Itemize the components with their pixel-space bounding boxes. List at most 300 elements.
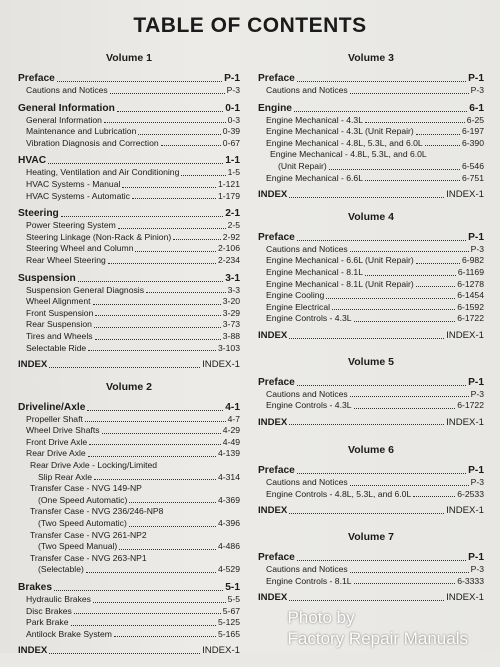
dot-leader — [350, 93, 469, 94]
entry-label: Cautions and Notices — [266, 388, 348, 399]
page-number: 3-1 — [225, 272, 240, 284]
dot-leader — [416, 263, 460, 264]
toc-entry — [18, 506, 240, 529]
volume-body — [18, 72, 240, 371]
toc-entry — [18, 553, 240, 576]
entry-label-cont: (Selectable) — [38, 564, 84, 575]
volume-block — [258, 444, 484, 517]
entry-label: Brakes — [18, 582, 52, 593]
entry-label: Selectable Ride — [26, 342, 87, 353]
toc-entry — [258, 267, 484, 279]
toc-entry — [18, 255, 240, 267]
entry-label: HVAC Systems - Manual — [26, 178, 121, 189]
page-number: 6-1 — [469, 102, 484, 114]
entry-label: Disc Brakes — [26, 605, 72, 616]
dot-leader — [326, 298, 455, 299]
dot-leader — [78, 281, 224, 282]
dot-leader — [104, 122, 226, 123]
dot-leader — [54, 590, 223, 591]
entry-label: Rear Wheel Steering — [26, 254, 106, 265]
entry-label: Engine Controls - 4.3L — [266, 313, 352, 324]
dot-leader — [416, 134, 460, 135]
entry-label: Transfer Case - NVG 149-NP — [30, 483, 142, 494]
entry-label: Hydraulic Brakes — [26, 594, 91, 604]
page-number: 5-165 — [218, 628, 240, 639]
dot-leader — [181, 175, 225, 176]
entry-label: Engine Controls - 8.1L — [266, 575, 352, 586]
page-number: 6-2533 — [457, 488, 484, 499]
toc-section — [258, 231, 484, 325]
page-number: 3-29 — [222, 307, 240, 318]
entry-label: Antilock Brake System — [26, 628, 112, 639]
page-number: 1-5 — [227, 167, 240, 178]
entry-label: Preface — [18, 73, 55, 84]
entry-label: Transfer Case - NVG 236/246-NP8 — [30, 506, 164, 517]
entry-label: Engine Electrical — [266, 301, 331, 312]
volume-body — [18, 401, 240, 657]
page-number: P-1 — [468, 231, 484, 243]
toc-entry — [18, 448, 240, 460]
page-number: 4-396 — [218, 518, 240, 529]
page-number: INDEX-1 — [446, 416, 484, 428]
volume-body — [258, 551, 484, 604]
page-number: INDEX-1 — [446, 189, 484, 201]
section-heading — [18, 102, 240, 115]
entry-label: Front Suspension — [26, 307, 94, 318]
entry-label: Suspension General Diagnosis — [26, 284, 144, 295]
toc-entry — [258, 115, 484, 127]
entry-label: Engine Mechanical - 4.8L, 5.3L, and 6.0L — [270, 149, 427, 160]
page-number: 2-5 — [227, 220, 240, 231]
page-number: 6-1278 — [457, 278, 484, 289]
entry-label: General Information — [26, 114, 102, 125]
toc-entry — [258, 173, 484, 185]
dot-leader — [118, 228, 226, 229]
entry-label: Preface — [258, 465, 295, 477]
entry-label: Engine Mechanical - 4.8L, 5.3L, and 6.0L — [266, 137, 423, 148]
volume-body — [258, 231, 484, 342]
index-entry — [18, 645, 240, 657]
page-number: 5-1 — [225, 582, 240, 593]
section-heading — [258, 231, 484, 244]
toc-entry — [258, 302, 484, 314]
entry-label: Heating, Ventilation and Air Conditioning — [26, 167, 180, 178]
volume-block — [258, 531, 484, 604]
toc-entry — [18, 594, 240, 606]
toc-section — [258, 551, 484, 587]
entry-label: Preface — [258, 231, 295, 243]
dot-leader — [138, 134, 220, 135]
entry-label: HVAC — [18, 155, 47, 167]
entry-label: Park Brake — [26, 617, 69, 628]
page-number: 5-67 — [222, 605, 240, 616]
page-number: INDEX-1 — [446, 592, 484, 604]
toc-entry — [258, 489, 484, 501]
dot-leader — [95, 315, 220, 316]
toc-section — [18, 154, 240, 202]
page-number: P-1 — [224, 73, 240, 84]
toc-entry — [18, 414, 240, 426]
toc-entry — [258, 290, 484, 302]
page-number: 4-29 — [222, 425, 240, 436]
page-number: 4-486 — [218, 541, 240, 552]
entry-label: Engine Mechanical - 4.3L — [266, 114, 363, 125]
entry-line — [18, 495, 240, 507]
entry-label-cont: (Two Speed Manual) — [38, 541, 118, 552]
dot-leader — [365, 275, 456, 276]
dot-leader — [297, 473, 466, 474]
toc-entry — [18, 232, 240, 244]
toc-entry — [18, 308, 240, 320]
entry-label: Engine Controls - 4.3L — [266, 400, 352, 411]
dot-leader — [297, 385, 466, 386]
entry-label: Engine Mechanical - 4.3L (Unit Repair) — [266, 126, 414, 137]
dot-leader — [413, 496, 455, 497]
volume-block — [258, 211, 484, 342]
page-number: 6-1722 — [457, 313, 484, 324]
photo-watermark — [288, 607, 468, 649]
toc-entry — [18, 425, 240, 437]
toc-entry — [258, 313, 484, 325]
dot-leader — [49, 653, 200, 654]
dot-leader — [108, 263, 216, 264]
entry-label: Propeller Shaft — [26, 413, 83, 424]
entry-label: Power Steering System — [26, 220, 116, 231]
volume-block — [18, 381, 240, 657]
section-heading — [18, 72, 240, 85]
page-number: 3-88 — [222, 330, 240, 341]
dot-leader — [350, 572, 469, 573]
toc-entry — [258, 126, 484, 138]
toc-section — [258, 102, 484, 185]
entry-label: Engine — [258, 102, 292, 114]
toc-section — [258, 72, 484, 97]
section-heading — [18, 272, 240, 285]
page-number: 6-1722 — [457, 400, 484, 411]
entry-label: INDEX — [258, 416, 288, 428]
toc-section — [18, 102, 240, 150]
dot-leader — [122, 187, 216, 188]
page-number: 2-1 — [225, 208, 240, 220]
section-heading — [18, 581, 240, 594]
page-number: 0-67 — [222, 137, 240, 148]
left-column — [18, 52, 240, 667]
dot-leader — [102, 433, 221, 434]
entry-label: Transfer Case - NVG 261-NP2 — [30, 529, 147, 540]
entry-label: Steering Wheel and Column — [26, 243, 134, 254]
dot-leader — [71, 625, 217, 626]
toc-entry — [18, 483, 240, 506]
toc-entry — [18, 530, 240, 553]
entry-label: Tires and Wheels — [26, 330, 93, 341]
watermark-line: Photo by — [287, 608, 355, 627]
dot-leader — [297, 81, 466, 82]
dot-leader — [289, 424, 444, 425]
dot-leader — [129, 502, 216, 503]
section-heading — [258, 72, 484, 85]
page-number: 4-529 — [218, 564, 240, 575]
dot-leader — [49, 367, 200, 368]
toc-entry — [18, 126, 240, 138]
dot-leader — [161, 145, 221, 146]
entry-label: Maintenance and Lubrication — [26, 126, 137, 137]
page-number: 5-125 — [218, 617, 240, 628]
volume-title: Volume 3 — [348, 52, 394, 64]
entry-label: Cautions and Notices — [266, 85, 348, 95]
toc-entry — [258, 85, 484, 97]
dot-leader — [354, 321, 456, 322]
entry-line — [18, 472, 240, 484]
section-heading — [258, 102, 484, 115]
page-number: 6-25 — [466, 114, 484, 125]
toc-entry — [258, 279, 484, 291]
dot-leader — [117, 111, 223, 112]
page-number: P-3 — [470, 388, 484, 399]
volume-title: Volume 1 — [106, 52, 152, 64]
entry-label: Rear Drive Axle - Locking/Limited — [30, 460, 158, 471]
page-number: INDEX-1 — [446, 329, 484, 341]
toc-entry — [258, 576, 484, 588]
entry-label: Engine Mechanical - 8.1L (Unit Repair) — [266, 278, 414, 289]
toc-entry — [18, 343, 240, 355]
entry-line — [18, 518, 240, 530]
toc-entry — [18, 617, 240, 629]
volume-title: Volume 5 — [348, 355, 394, 368]
page-number: 6-982 — [462, 255, 484, 266]
toc-entry — [18, 285, 240, 297]
index-entry — [258, 505, 484, 517]
page-number: 5-5 — [227, 594, 240, 604]
dot-leader — [135, 251, 216, 252]
dot-leader — [332, 309, 455, 310]
page-number: 4-49 — [222, 436, 240, 447]
volume-body — [258, 72, 484, 201]
dot-leader — [61, 216, 224, 217]
entry-label: Rear Drive Axle — [26, 448, 86, 459]
entry-label: Preface — [258, 376, 295, 388]
page-number: 6-546 — [462, 160, 484, 171]
page-number: 1-1 — [225, 155, 240, 167]
dot-leader — [95, 339, 221, 340]
entry-label: Engine Controls - 4.8L, 5.3L, and 6.0L — [266, 488, 412, 499]
volume-title: Volume 2 — [106, 380, 152, 393]
toc-entry — [258, 477, 484, 489]
volume-title: Volume 4 — [348, 210, 394, 223]
dot-leader — [173, 239, 221, 240]
page-number: 6-197 — [462, 126, 484, 137]
section-heading — [18, 401, 240, 414]
toc-section — [18, 207, 240, 266]
dot-leader — [114, 636, 216, 637]
entry-label: Engine Mechanical - 6.6L — [266, 172, 363, 183]
page-number: 2-234 — [218, 254, 240, 265]
entry-label-cont: (One Speed Automatic) — [38, 494, 128, 505]
entry-label: Front Drive Axle — [26, 436, 88, 447]
page-number: 1-121 — [218, 178, 240, 189]
entry-label: INDEX — [18, 645, 48, 657]
dot-leader — [365, 180, 460, 181]
entry-label: Transfer Case - NVG 263-NP1 — [30, 552, 147, 563]
page-number: 0-1 — [225, 102, 240, 114]
page-number: INDEX-1 — [202, 359, 240, 371]
toc-entry — [258, 389, 484, 401]
entry-label: Engine Mechanical - 6.6L (Unit Repair) — [266, 255, 414, 266]
volume-body — [258, 464, 484, 517]
entry-label: HVAC Systems - Automatic — [26, 190, 130, 201]
toc-section — [18, 272, 240, 355]
page-number: P-1 — [468, 73, 484, 84]
index-entry — [258, 592, 484, 604]
dot-leader — [93, 304, 221, 305]
dot-leader — [297, 560, 466, 561]
entry-label: INDEX — [258, 329, 288, 341]
section-heading — [258, 376, 484, 389]
toc-entry — [258, 400, 484, 412]
toc-entry — [18, 606, 240, 618]
volume-block — [258, 356, 484, 429]
page-number: P-1 — [468, 465, 484, 477]
toc-entry — [18, 460, 240, 483]
dot-leader — [94, 327, 221, 328]
entry-label: INDEX — [258, 505, 288, 517]
entry-label: Engine Mechanical - 8.1L — [266, 266, 363, 277]
entry-label: Cautions and Notices — [266, 477, 348, 488]
section-heading — [18, 154, 240, 167]
page-number: 4-369 — [218, 494, 240, 505]
entry-label: Rear Suspension — [26, 319, 92, 330]
dot-leader — [85, 421, 226, 422]
page-number: 4-314 — [218, 471, 240, 482]
toc-section — [18, 401, 240, 576]
dot-leader — [74, 613, 221, 614]
volume-body — [258, 376, 484, 429]
section-heading — [258, 551, 484, 564]
entry-label: Steering Linkage (Non-Rack & Pinion) — [26, 231, 172, 242]
entry-label: Preface — [258, 73, 295, 84]
toc-entry — [18, 319, 240, 331]
toc-entry — [18, 191, 240, 203]
entry-label: General Information — [18, 102, 115, 114]
page-number: 2-106 — [218, 243, 240, 254]
dot-leader — [354, 408, 456, 409]
page-number: 4-7 — [227, 413, 240, 424]
dot-leader — [119, 549, 216, 550]
page-number: P-3 — [470, 564, 484, 575]
page-number: 3-3 — [227, 284, 240, 295]
entry-label: INDEX — [18, 359, 48, 371]
entry-label-cont: (Unit Repair) — [278, 160, 327, 171]
entry-label: Driveline/Axle — [18, 401, 86, 413]
dot-leader — [294, 111, 467, 112]
dot-leader — [350, 251, 469, 252]
entry-label: Preface — [258, 552, 295, 564]
page-number: 0-39 — [222, 126, 240, 137]
entry-label: Cautions and Notices — [26, 85, 108, 95]
page-number: P-1 — [468, 376, 484, 388]
toc-entry — [18, 179, 240, 191]
entry-label: Steering — [18, 208, 59, 220]
dot-leader — [289, 197, 444, 198]
page-number: 6-1592 — [457, 301, 484, 312]
page-number: P-1 — [468, 552, 484, 564]
page-number: P-3 — [470, 243, 484, 254]
dot-leader — [350, 396, 469, 397]
page-number: P-3 — [226, 85, 240, 95]
index-entry — [258, 189, 484, 201]
toc-section — [18, 581, 240, 640]
page-number: 6-1454 — [457, 290, 484, 301]
page-title: TABLE OF CONTENTS — [133, 14, 367, 37]
dot-leader — [416, 286, 455, 287]
page-number: 3-103 — [218, 342, 240, 353]
toc-entry — [18, 243, 240, 255]
toc-entry — [18, 138, 240, 150]
toc-section — [18, 72, 240, 97]
toc-entry — [18, 331, 240, 343]
entry-line — [18, 541, 240, 553]
entry-label: Engine Cooling — [266, 290, 325, 301]
dot-leader — [87, 410, 223, 411]
right-column — [258, 52, 484, 614]
entry-label: Vibration Diagnosis and Correction — [26, 137, 159, 148]
toc-entry — [18, 115, 240, 127]
section-heading — [258, 464, 484, 477]
page-number: 2-92 — [222, 231, 240, 242]
entry-label: Wheel Alignment — [26, 296, 91, 307]
toc-entry — [258, 149, 484, 172]
page-number: 6-751 — [462, 172, 484, 183]
page-number: 6-3333 — [457, 575, 484, 586]
entry-line — [18, 564, 240, 576]
section-heading — [18, 207, 240, 220]
entry-label: Wheel Drive Shafts — [26, 425, 100, 436]
page-number: INDEX-1 — [202, 645, 240, 657]
toc-entry — [18, 629, 240, 641]
watermark-line: Factory Repair Manuals — [287, 629, 468, 648]
dot-leader — [425, 145, 460, 146]
page-number: 4-1 — [225, 401, 240, 413]
page-number: 1-179 — [218, 190, 240, 201]
dot-leader — [146, 292, 226, 293]
toc-entry — [18, 85, 240, 97]
volume-title: Volume 6 — [348, 444, 394, 457]
entry-label: Cautions and Notices — [266, 564, 348, 575]
page-number: 6-390 — [462, 137, 484, 148]
dot-leader — [329, 169, 460, 170]
dot-leader — [88, 456, 216, 457]
dot-leader — [86, 572, 216, 573]
page-number: 0-3 — [227, 114, 240, 125]
index-entry — [258, 330, 484, 342]
volume-block — [258, 52, 484, 201]
dot-leader — [297, 240, 466, 241]
entry-label-cont: (Two Speed Automatic) — [38, 518, 127, 529]
toc-entry — [18, 437, 240, 449]
entry-label: INDEX — [258, 592, 288, 604]
dot-leader — [289, 513, 444, 514]
toc-entry — [18, 167, 240, 179]
toc-entry — [258, 564, 484, 576]
dot-leader — [365, 122, 465, 123]
index-entry — [258, 417, 484, 429]
dot-leader — [94, 479, 216, 480]
page-number: 6-1169 — [457, 266, 484, 277]
entry-label: Suspension — [18, 272, 76, 284]
toc-section — [258, 464, 484, 500]
dot-leader — [289, 338, 444, 339]
dot-leader — [350, 485, 469, 486]
page-number: INDEX-1 — [446, 505, 484, 517]
